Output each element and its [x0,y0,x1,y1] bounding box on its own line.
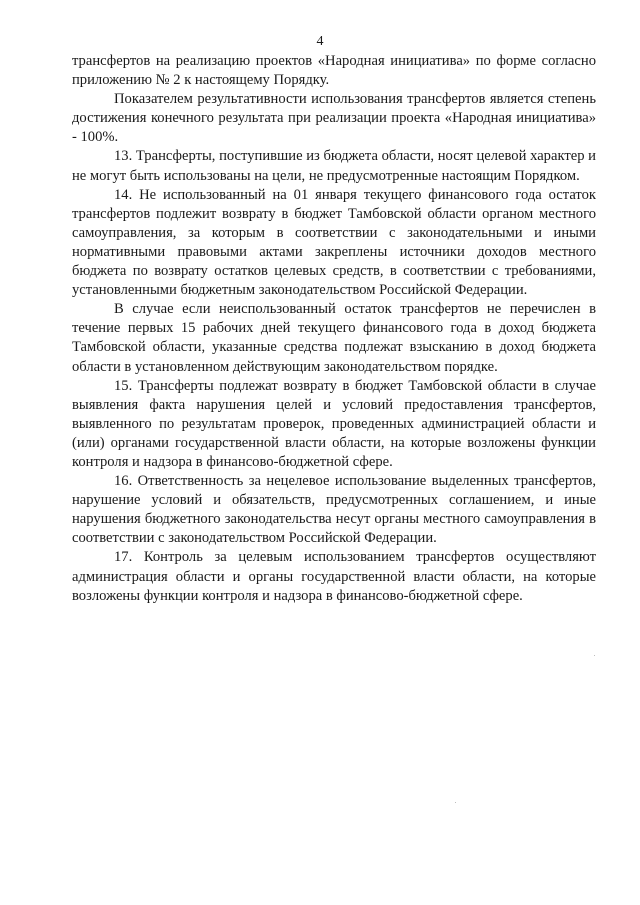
paragraph-unused-balance: В случае если неиспользованный остаток трансфертов не перечислен в течение первых 15 рабочих дней текущего финансового года в доход бюджета Тамбовской области, указанные средства подлежат взысканию в доход бюджета области в установленном действующим законодательством порядке. [72,301,596,375]
paragraph-continuation: трансфертов на реализацию проектов «Народная инициатива» по форме согласно приложению № 2 к настоящему Порядку. [72,53,596,89]
paragraph-item-16: 16. Ответственность за нецелевое использование выделенных трансфертов, нарушение условий и обязательств, предусмотренных соглашением, и иные нарушения бюджетного законодательства несут органы местного самоуправления в соответствии с законодательством Российской Федерации. [72,473,596,547]
paragraph-item-17: 17. Контроль за целевым использованием трансфертов осуществляют администрация области и органы государственной власти области, на которые возложены функции контроля и надзора в финансово-бюджетной сфере. [72,549,596,604]
paragraph-item-14: 14. Не использованный на 01 января текущего финансового года остаток трансфертов подлежит возврату в бюджет Тамбовской области органом местного самоуправления, за которым в соответствии с законодательными и иными нормативными правовыми актами закреплены источники доходов местного бюджета по возврату остатков целевых средств, в соответствии с требованиями, установленными бюджетным законодательством Российской Федерации. [72,186,596,299]
paragraph-item-13: 13. Трансферты, поступившие из бюджета области, носят целевой характер и не могут быть использованы на цели, не предусмотренные настоящим Порядком. [72,148,596,184]
paragraph-item-15: 15. Трансферты подлежат возврату в бюджет Тамбовской области в случае выявления факта нарушения целей и условий предоставления трансфертов, выявленного по результатам проверок, проведенных администрацией области и (или) органами государственной власти области, на которые возложены функции контроля и надзора в финансово-бюджетной сфере. [72,377,596,470]
document-body [72,52,596,606]
scan-speck [594,655,595,656]
page-number: 4 [316,34,324,49]
paragraph-performance-indicator: Показателем результативности использования трансфертов является степень достижения конечного результата при реализации проекта «Народная инициатива» - 100%. [72,91,596,146]
scan-speck [455,802,456,803]
